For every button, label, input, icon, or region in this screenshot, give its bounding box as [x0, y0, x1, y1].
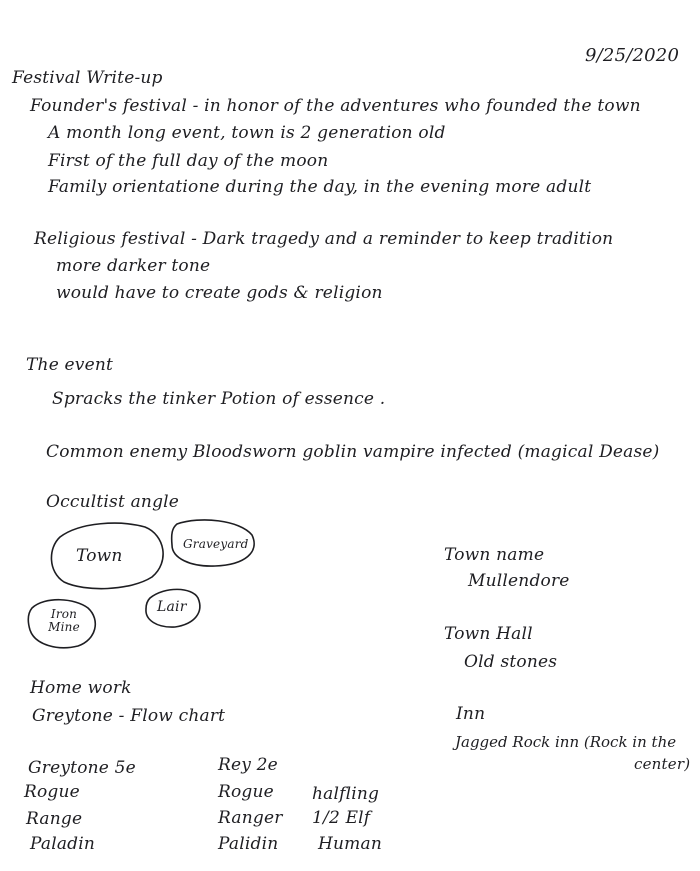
- religious-line-1: more darker tone: [56, 256, 211, 276]
- char-col2-row2: Rogue: [218, 782, 274, 802]
- founders-heading: Founder's festival - in honor of the adventures who founded the town: [30, 96, 641, 116]
- event-line-1: Spracks the tinker Potion of essence .: [52, 389, 386, 409]
- event-heading: The event: [26, 355, 114, 375]
- date: 9/25/2020: [585, 45, 680, 66]
- place-iron-mine: Iron Mine: [48, 607, 80, 634]
- town-name-value: Mullendore: [468, 571, 570, 591]
- founders-line-1: A month long event, town is 2 generation old: [48, 123, 446, 143]
- event-line-2: Common enemy Bloodsworn goblin vampire infected (magical Dease): [46, 442, 660, 462]
- founders-line-2: First of the full day of the moon: [48, 151, 329, 171]
- town-hall-label: Town Hall: [444, 624, 533, 644]
- town-hall-value: Old stones: [464, 652, 558, 672]
- homework-line: Greytone - Flow chart: [32, 706, 226, 726]
- char-col1-row4: Paladin: [30, 834, 96, 854]
- char-col2-row3: Ranger: [218, 808, 283, 828]
- page-title: Festival Write-up: [12, 68, 163, 88]
- occultist-heading: Occultist angle: [46, 492, 180, 512]
- place-lair: Lair: [157, 599, 187, 615]
- town-name-label: Town name: [444, 545, 545, 565]
- homework-heading: Home work: [30, 678, 132, 698]
- char-col3-row1: halfling: [312, 784, 380, 804]
- char-col3-row2: 1/2 Elf: [312, 808, 371, 828]
- inn-value-cont: center): [634, 755, 691, 773]
- char-col1-row2: Rogue: [24, 782, 80, 802]
- religious-line-2: would have to create gods & religion: [56, 283, 383, 303]
- char-col1-row1: Greytone 5e: [28, 758, 136, 778]
- char-col1-row3: Range: [26, 809, 83, 829]
- inn-label: Inn: [456, 704, 486, 724]
- religious-heading: Religious festival - Dark tragedy and a reminder to keep tradition: [34, 229, 614, 249]
- founders-line-3: Family orientatione during the day, in the evening more adult: [48, 177, 592, 197]
- char-col3-row3: Human: [318, 834, 382, 854]
- place-graveyard: Graveyard: [183, 537, 249, 551]
- char-col2-row4: Palidin: [218, 834, 279, 854]
- place-town: Town: [76, 546, 123, 566]
- inn-value: Jagged Rock inn (Rock in the: [455, 733, 677, 751]
- char-col2-row1: Rey 2e: [218, 755, 278, 775]
